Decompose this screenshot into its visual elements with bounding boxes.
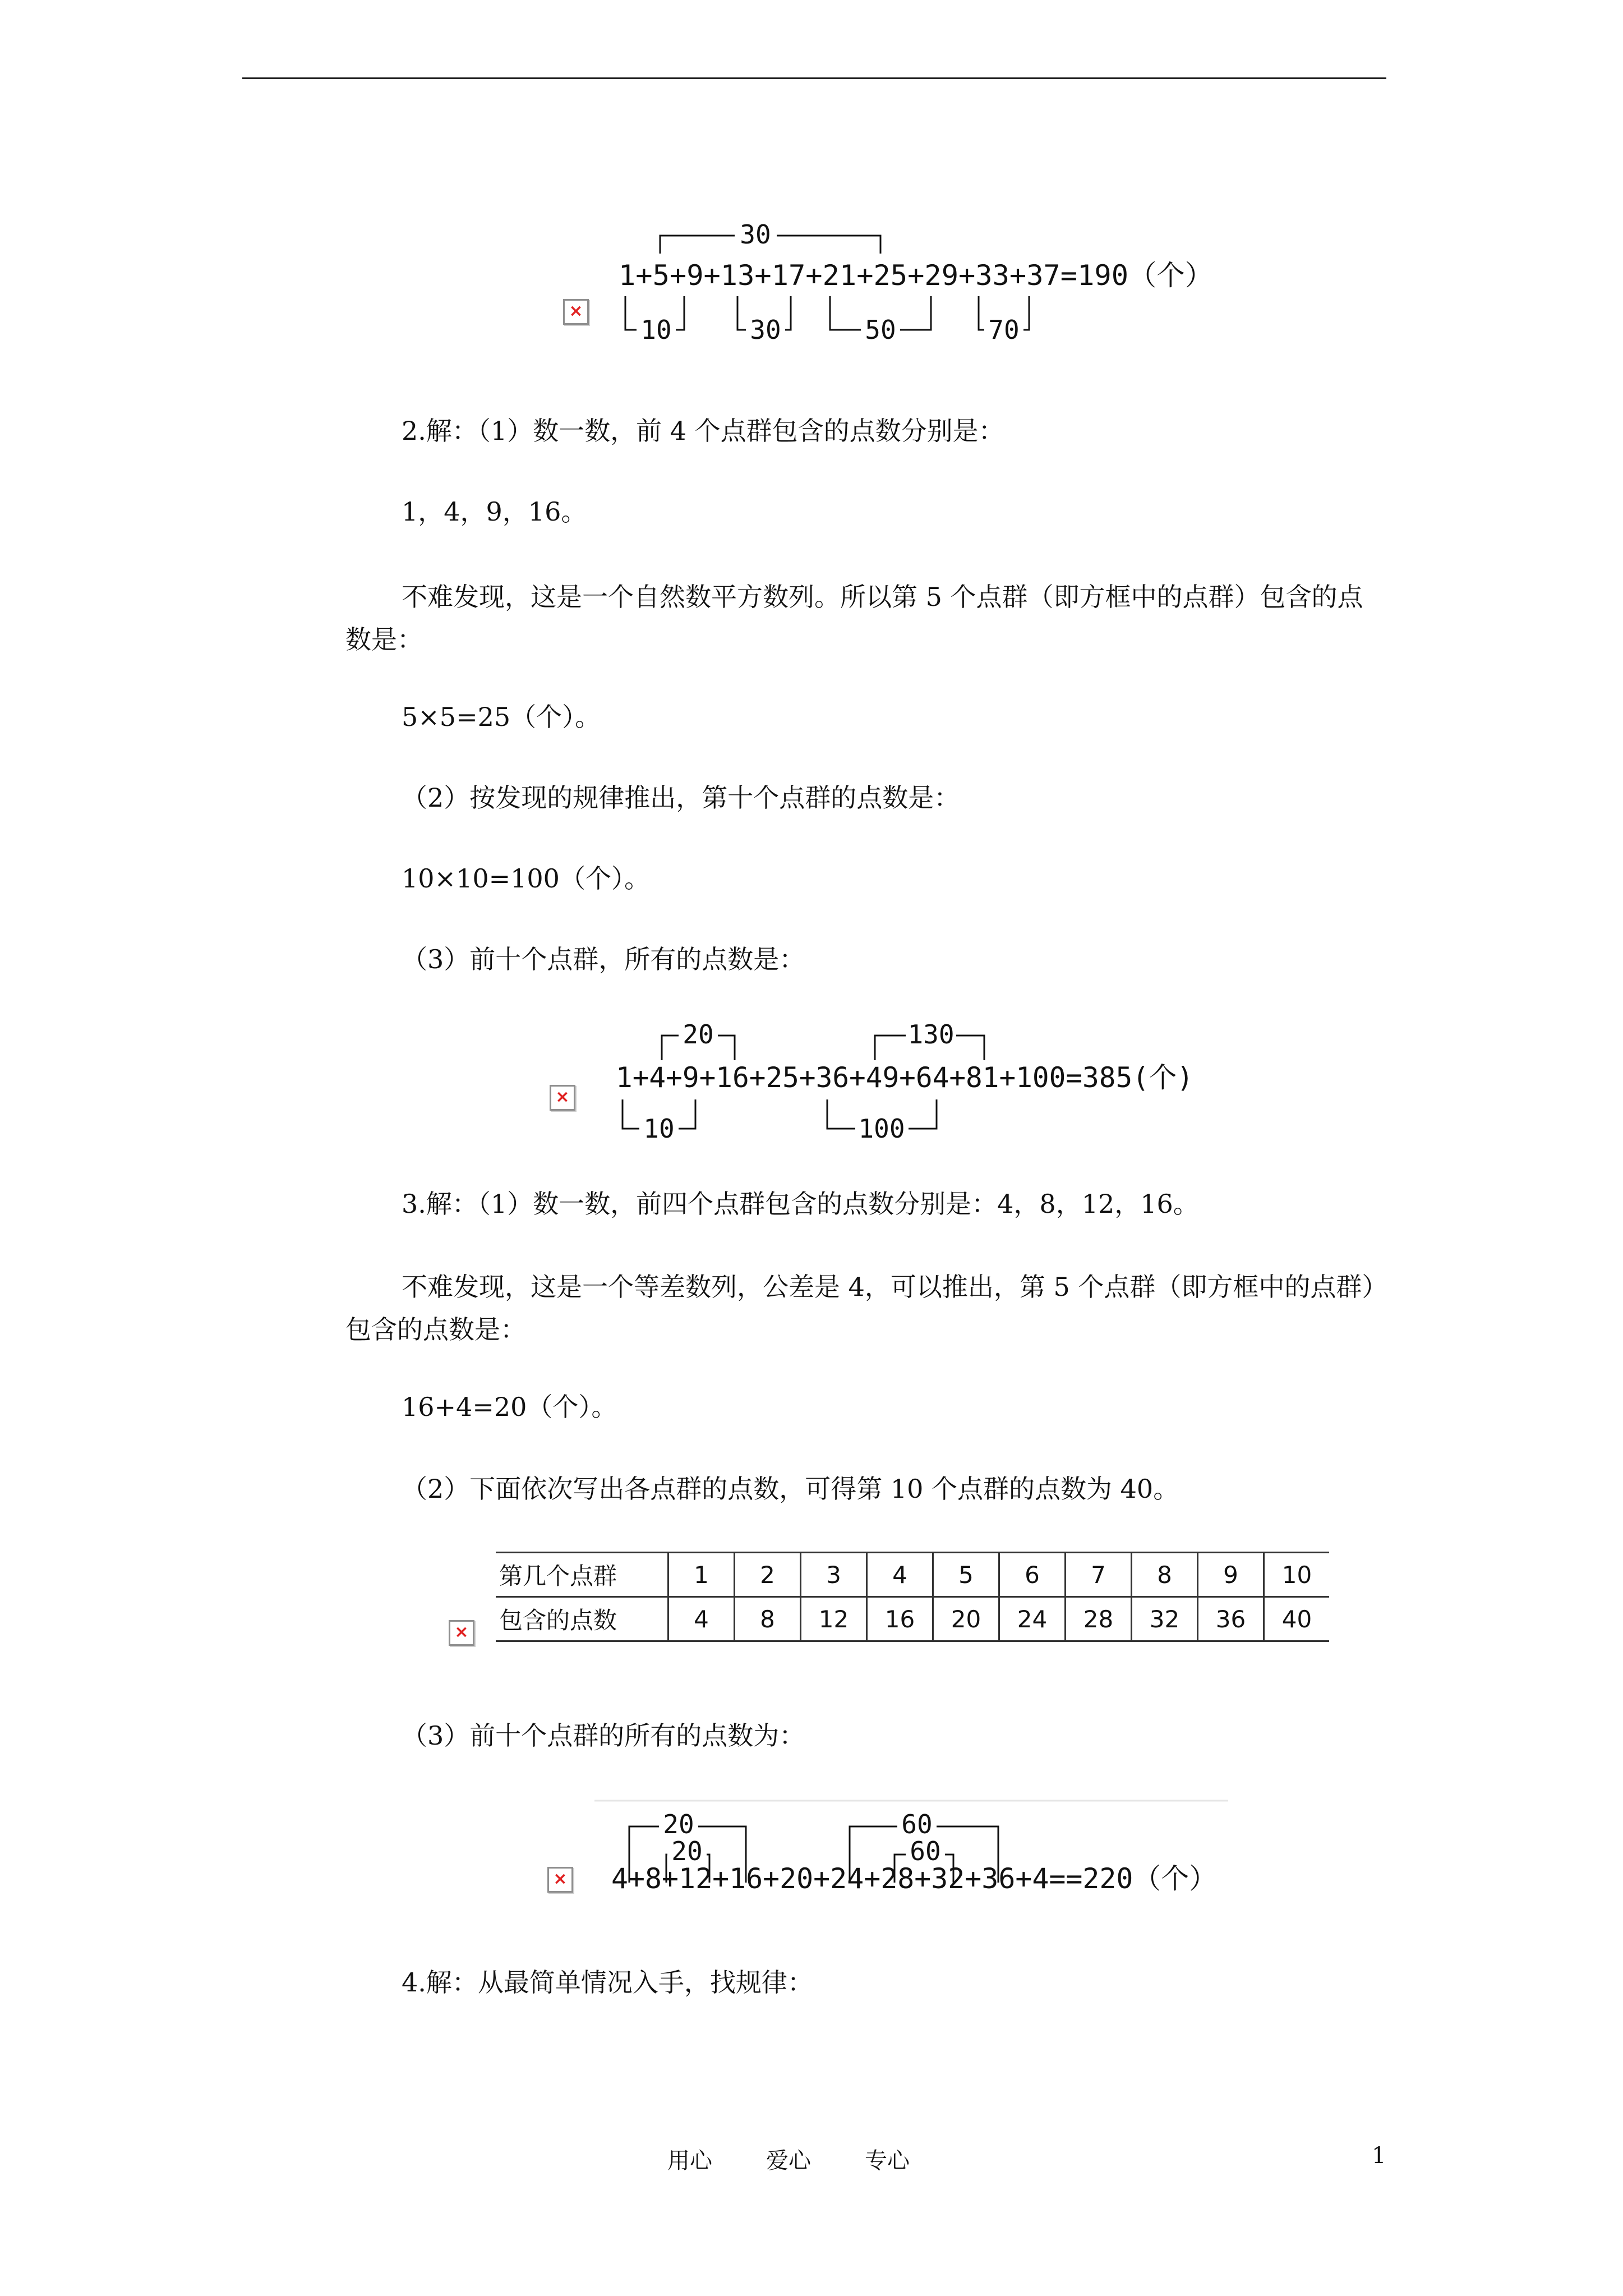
eq1-top-label-1: 30 [740,219,771,250]
eq1-expression: 1+5+9+13+17+21+25+29+33+37=190（个） [619,259,1213,292]
eq1-bottom-label-1: 10 [640,315,672,345]
broken-image-icon: × [449,1620,474,1646]
table-cell: 8 [1132,1553,1198,1597]
paragraph: 2.解：（1）数一数，前 4 个点群包含的点数分别是： [402,416,1004,446]
broken-image-icon: × [550,1085,575,1111]
point-count-table [496,1552,1329,1642]
eq3-top-label-3: 60 [901,1809,933,1839]
paragraph: 3.解：（1）数一数，前四个点群包含的点数分别是：4，8，12，16。 [402,1189,1199,1219]
table-cell: 10 [1264,1553,1330,1597]
table-cell: 1 [668,1553,735,1597]
eq2-expression: 1+4+9+16+25+36+49+64+81+100=385(个) [616,1061,1193,1094]
table-cell: 24 [999,1597,1066,1641]
table-cell: 16 [867,1597,933,1641]
table-cell: 8 [735,1597,801,1641]
eq1-bottom-label-3: 50 [865,315,896,345]
footer-motto-1: 用心 [667,2148,712,2174]
table-cell: 40 [1264,1597,1330,1641]
broken-image-icon: × [547,1867,573,1893]
equation-figure-3 [594,1798,1239,1927]
broken-image-icon: × [563,299,589,325]
eq1-bottom-label-4: 70 [988,315,1020,345]
table-row [496,1597,1329,1641]
eq2-top-label-2: 130 [907,1019,955,1050]
table-cell: 7 [1066,1553,1132,1597]
table-row-label: 包含的点数 [496,1597,668,1641]
table-cell: 4 [668,1597,735,1641]
table-cell: 20 [933,1597,999,1641]
eq2-bottom-label-1: 10 [643,1114,675,1144]
eq3-top-label-1: 20 [663,1809,694,1839]
paragraph: 16+4=20（个）。 [402,1392,617,1422]
table-cell: 28 [1066,1597,1132,1641]
eq3-top-label-2: 20 [671,1836,703,1866]
page-number: 1 [1372,2143,1386,2169]
table-cell: 3 [801,1553,867,1597]
eq3-expression: 4+8+12+16+20+24+28+32+36+4==220（个） [611,1862,1217,1895]
footer-motto-2: 爱心 [766,2148,811,2174]
footer-motto-3: 专心 [865,2148,910,2174]
eq2-top-label-1: 20 [683,1019,714,1050]
table-cell: 9 [1198,1553,1264,1597]
table-cell: 2 [735,1553,801,1597]
header-rule [242,77,1386,79]
paragraph: 4.解：从最简单情况入手，找规律： [402,1967,813,1998]
paragraph: 1，4，9，16。 [402,496,587,527]
table-row-label: 第几个点群 [496,1553,668,1597]
table-cell: 32 [1132,1597,1198,1641]
paragraph: （3）前十个点群，所有的点数是： [402,944,805,974]
equation-figure-2 [611,1015,1228,1150]
table-row [496,1553,1329,1597]
table-cell: 36 [1198,1597,1264,1641]
paragraph: （2）按发现的规律推出，第十个点群的点数是： [402,783,960,813]
paragraph: （2）下面依次写出各点群的点数，可得第 10 个点群的点数为 40。 [402,1474,1179,1504]
paragraph: 不难发现，这是一个等差数列，公差是 4，可以推出，第 5 个点群（即方框中的点群）包含的点数是： [345,1272,1388,1345]
equation-figure-1 [614,219,1231,353]
paragraph: 10×10=100（个）。 [402,863,650,894]
table-cell: 6 [999,1553,1066,1597]
paragraph: （3）前十个点群的所有的点数为： [402,1720,805,1751]
table-cell: 4 [867,1553,933,1597]
table-cell: 5 [933,1553,999,1597]
paragraph: 不难发现，这是一个自然数平方数列。所以第 5 个点群（即方框中的点群）包含的点数是： [345,582,1363,655]
eq3-top-label-4: 60 [910,1836,941,1866]
eq1-bottom-label-2: 30 [750,315,781,345]
paragraph: 5×5=25（个）。 [402,702,601,732]
eq2-bottom-label-2: 100 [858,1114,905,1144]
table-cell: 12 [801,1597,867,1641]
